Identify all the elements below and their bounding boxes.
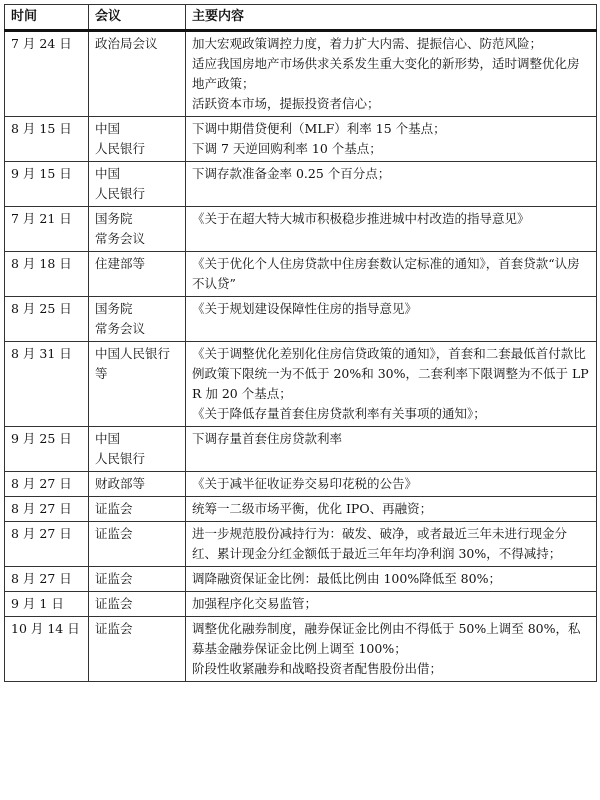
meeting-line: 中国人民银行等 xyxy=(95,346,171,381)
row-meeting xyxy=(89,472,186,497)
header-time: 时间 xyxy=(5,5,89,31)
meeting-line: 国务院 xyxy=(95,211,133,226)
row-date: 8 月 27 日 xyxy=(5,472,89,497)
header-row xyxy=(5,5,597,31)
row-meeting xyxy=(89,207,186,252)
row-meeting xyxy=(89,567,186,592)
row-date: 9 月 25 日 xyxy=(5,427,89,472)
table-row xyxy=(5,472,597,497)
policy-table xyxy=(4,4,597,682)
content-line: 《关于减半征收证券交易印花税的公告》 xyxy=(192,476,418,491)
meeting-line: 人民银行 xyxy=(95,451,146,466)
row-date: 8 月 25 日 xyxy=(5,297,89,342)
meeting-line: 证监会 xyxy=(95,571,133,586)
content-line: 《关于降低存量首套住房贷款利率有关事项的通知》； xyxy=(192,406,486,421)
row-content xyxy=(186,342,597,427)
row-meeting xyxy=(89,592,186,617)
row-date: 8 月 15 日 xyxy=(5,117,89,162)
content-line: 《关于调整优化差别化住房信贷政策的通知》，首套和二套最低首付款比例政策下限统一为不低于 20%和 30%，二套利率下限调整为不低于 LPR 加 20 个基点； xyxy=(192,346,589,401)
content-line: 调降融资保证金比例：最低比例由 100%降低至 80%； xyxy=(192,571,501,586)
row-meeting xyxy=(89,427,186,472)
table-body xyxy=(5,31,597,682)
content-line: 适应我国房地产市场供求关系发生重大变化的新形势，适时调整优化房地产政策； xyxy=(192,56,580,91)
content-line: 进一步规范股份减持行为：破发、破净，或者最近三年未进行现金分红、累计现金分红金额低于最近三年年均净利润 30%，不得减持； xyxy=(192,526,568,561)
table-row xyxy=(5,162,597,207)
row-meeting xyxy=(89,497,186,522)
row-content xyxy=(186,297,597,342)
content-line: 加大宏观政策调控力度，着力扩大内需、提振信心、防范风险； xyxy=(192,36,543,51)
row-content xyxy=(186,252,597,297)
row-content xyxy=(186,117,597,162)
content-line: 下调 7 天逆回购利率 10 个基点； xyxy=(192,141,382,156)
table-row xyxy=(5,117,597,162)
row-content xyxy=(186,31,597,117)
meeting-line: 证监会 xyxy=(95,621,133,636)
meeting-line: 中国 xyxy=(95,121,121,136)
content-line: 活跃资本市场，提振投资者信心； xyxy=(192,96,380,111)
row-date: 9 月 1 日 xyxy=(5,592,89,617)
row-content xyxy=(186,592,597,617)
row-date: 8 月 31 日 xyxy=(5,342,89,427)
meeting-line: 证监会 xyxy=(95,526,133,541)
meeting-line: 政治局会议 xyxy=(95,36,158,51)
row-content xyxy=(186,522,597,567)
row-date: 8 月 27 日 xyxy=(5,567,89,592)
content-line: 《关于规划建设保障性住房的指导意见》 xyxy=(192,301,418,316)
meeting-line: 国务院 xyxy=(95,301,133,316)
meeting-line: 人民银行 xyxy=(95,141,146,156)
row-date: 7 月 21 日 xyxy=(5,207,89,252)
table-row xyxy=(5,497,597,522)
table-row xyxy=(5,252,597,297)
policy-table-container xyxy=(4,4,596,682)
meeting-line: 常务会议 xyxy=(95,321,146,336)
content-line: 下调存款准备金率 0.25 个百分点； xyxy=(192,166,391,181)
table-row xyxy=(5,207,597,252)
row-meeting xyxy=(89,31,186,117)
row-date: 10 月 14 日 xyxy=(5,617,89,682)
row-date: 8 月 27 日 xyxy=(5,522,89,567)
meeting-line: 中国 xyxy=(95,431,121,446)
row-content xyxy=(186,497,597,522)
meeting-line: 人民银行 xyxy=(95,186,146,201)
content-line: 加强程序化交易监管； xyxy=(192,596,318,611)
table-row xyxy=(5,592,597,617)
table-row xyxy=(5,297,597,342)
meeting-line: 常务会议 xyxy=(95,231,146,246)
row-content xyxy=(186,567,597,592)
table-row xyxy=(5,342,597,427)
row-content xyxy=(186,207,597,252)
row-meeting xyxy=(89,162,186,207)
row-meeting xyxy=(89,342,186,427)
row-content xyxy=(186,427,597,472)
row-meeting xyxy=(89,117,186,162)
row-date: 8 月 18 日 xyxy=(5,252,89,297)
meeting-line: 证监会 xyxy=(95,596,133,611)
meeting-line: 财政部等 xyxy=(95,476,146,491)
row-meeting xyxy=(89,252,186,297)
content-line: 《关于在超大特大城市积极稳步推进城中村改造的指导意见》 xyxy=(192,211,530,226)
row-date: 8 月 27 日 xyxy=(5,497,89,522)
row-date: 9 月 15 日 xyxy=(5,162,89,207)
table-row xyxy=(5,427,597,472)
content-line: 下调中期借贷便利（MLF）利率 15 个基点； xyxy=(192,121,446,136)
table-row xyxy=(5,617,597,682)
table-row xyxy=(5,567,597,592)
header-meeting: 会议 xyxy=(89,5,186,31)
row-meeting xyxy=(89,522,186,567)
meeting-line: 证监会 xyxy=(95,501,133,516)
content-line: 下调存量首套住房贷款利率 xyxy=(192,431,343,446)
content-line: 《关于优化个人住房贷款中住房套数认定标准的通知》，首套贷款“认房不认贷” xyxy=(192,256,580,291)
row-meeting xyxy=(89,617,186,682)
table-row xyxy=(5,522,597,567)
content-line: 阶段性收紧融券和战略投资者配售股份出借； xyxy=(192,661,443,676)
content-line: 调整优化融券制度，融券保证金比例由不得低于 50%上调至 80%，私募基金融券保证金比例上调至 100%； xyxy=(192,621,581,656)
content-line: 统筹一二级市场平衡，优化 IPO、再融资； xyxy=(192,501,433,516)
meeting-line: 住建部等 xyxy=(95,256,146,271)
header-content: 主要内容 xyxy=(186,5,597,31)
row-content xyxy=(186,162,597,207)
table-row xyxy=(5,31,597,117)
meeting-line: 中国 xyxy=(95,166,121,181)
row-meeting xyxy=(89,297,186,342)
row-content xyxy=(186,472,597,497)
row-date: 7 月 24 日 xyxy=(5,31,89,117)
row-content xyxy=(186,617,597,682)
